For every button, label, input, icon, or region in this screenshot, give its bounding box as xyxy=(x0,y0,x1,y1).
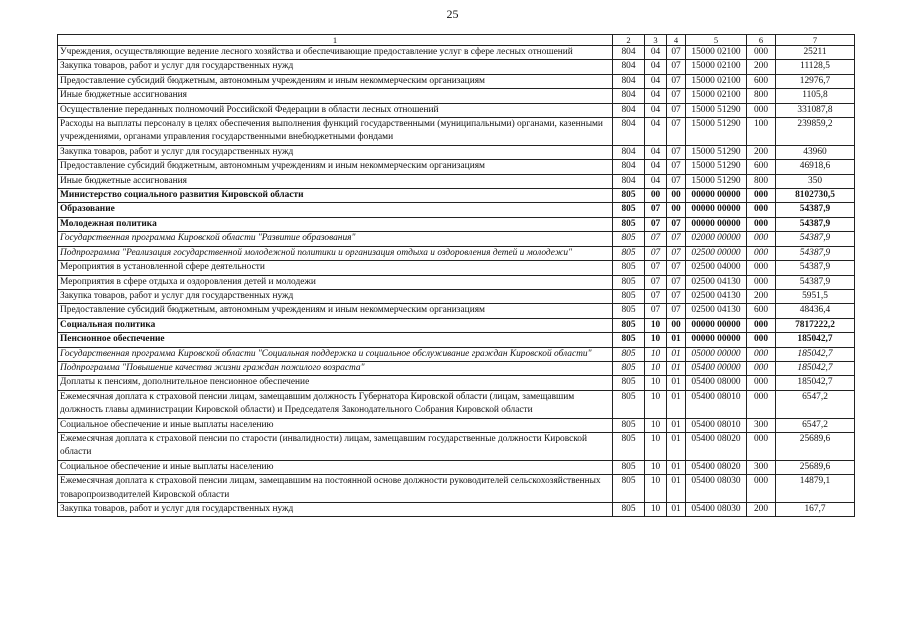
amount-cell: 46918,6 xyxy=(776,160,855,174)
amount-cell: 12976,7 xyxy=(776,74,855,88)
table-row xyxy=(58,361,855,375)
section-code-cell: 04 xyxy=(645,89,667,103)
table-row xyxy=(58,475,855,503)
row-name-cell: Мероприятия в сфере отдыха и оздоровления детей и молодежи xyxy=(58,275,613,289)
table-row xyxy=(58,432,855,460)
admin-code-cell: 805 xyxy=(613,390,645,418)
section-code-cell: 07 xyxy=(645,289,667,303)
table-row xyxy=(58,203,855,217)
section-code-cell: 04 xyxy=(645,46,667,60)
admin-code-cell: 805 xyxy=(613,361,645,375)
subsection-code-cell: 00 xyxy=(667,189,686,203)
expense-type-cell: 000 xyxy=(747,376,776,390)
row-name-cell: Предоставление субсидий бюджетным, автономным учреждениям и иным некоммерческим организациям xyxy=(58,304,613,318)
subsection-code-cell: 07 xyxy=(667,304,686,318)
subsection-code-cell: 01 xyxy=(667,475,686,503)
subsection-code-cell: 01 xyxy=(667,432,686,460)
subsection-code-cell: 07 xyxy=(667,103,686,117)
column-header: 5 xyxy=(686,35,747,46)
row-name-cell: Социальная политика xyxy=(58,318,613,332)
row-name-cell: Закупка товаров, работ и услуг для государственных нужд xyxy=(58,60,613,74)
expense-type-cell: 000 xyxy=(747,275,776,289)
row-name-cell: Иные бюджетные ассигнования xyxy=(58,89,613,103)
target-article-cell: 02500 00000 xyxy=(686,246,747,260)
admin-code-cell: 805 xyxy=(613,289,645,303)
target-article-cell: 15000 02100 xyxy=(686,89,747,103)
section-code-cell: 10 xyxy=(645,418,667,432)
row-name-cell: Подпрограмма "Повышение качества жизни граждан пожилого возраста" xyxy=(58,361,613,375)
admin-code-cell: 804 xyxy=(613,103,645,117)
subsection-code-cell: 01 xyxy=(667,418,686,432)
target-article-cell: 15000 51290 xyxy=(686,118,747,146)
target-article-cell: 15000 51290 xyxy=(686,145,747,159)
section-code-cell: 04 xyxy=(645,160,667,174)
admin-code-cell: 805 xyxy=(613,503,645,517)
expense-type-cell: 600 xyxy=(747,304,776,318)
table-row xyxy=(58,304,855,318)
admin-code-cell: 804 xyxy=(613,160,645,174)
subsection-code-cell: 07 xyxy=(667,160,686,174)
expense-type-cell: 600 xyxy=(747,74,776,88)
table-row xyxy=(58,174,855,188)
admin-code-cell: 804 xyxy=(613,74,645,88)
admin-code-cell: 805 xyxy=(613,304,645,318)
expense-type-cell: 200 xyxy=(747,145,776,159)
amount-cell: 54387,9 xyxy=(776,275,855,289)
target-article-cell: 15000 51290 xyxy=(686,103,747,117)
row-name-cell: Предоставление субсидий бюджетным, автономным учреждениям и иным некоммерческим организациям xyxy=(58,74,613,88)
expense-type-cell: 200 xyxy=(747,503,776,517)
amount-cell: 6547,2 xyxy=(776,390,855,418)
table-row xyxy=(58,89,855,103)
target-article-cell: 15000 02100 xyxy=(686,46,747,60)
expense-type-cell: 200 xyxy=(747,289,776,303)
subsection-code-cell: 07 xyxy=(667,145,686,159)
section-code-cell: 10 xyxy=(645,475,667,503)
target-article-cell: 00000 00000 xyxy=(686,203,747,217)
row-name-cell: Закупка товаров, работ и услуг для государственных нужд xyxy=(58,145,613,159)
amount-cell: 185042,7 xyxy=(776,347,855,361)
table-row xyxy=(58,460,855,474)
amount-cell: 54387,9 xyxy=(776,261,855,275)
target-article-cell: 02500 04130 xyxy=(686,289,747,303)
amount-cell: 43960 xyxy=(776,145,855,159)
row-name-cell: Социальное обеспечение и иные выплаты населению xyxy=(58,418,613,432)
amount-cell: 1105,8 xyxy=(776,89,855,103)
target-article-cell: 02500 04130 xyxy=(686,275,747,289)
table-row xyxy=(58,390,855,418)
column-header: 2 xyxy=(613,35,645,46)
section-code-cell: 07 xyxy=(645,275,667,289)
amount-cell: 14879,1 xyxy=(776,475,855,503)
section-code-cell: 10 xyxy=(645,390,667,418)
expense-type-cell: 000 xyxy=(747,361,776,375)
row-name-cell: Мероприятия в установленной сфере деятельности xyxy=(58,261,613,275)
admin-code-cell: 804 xyxy=(613,174,645,188)
expense-type-cell: 000 xyxy=(747,189,776,203)
subsection-code-cell: 07 xyxy=(667,46,686,60)
subsection-code-cell: 07 xyxy=(667,174,686,188)
section-code-cell: 07 xyxy=(645,203,667,217)
table-row xyxy=(58,376,855,390)
subsection-code-cell: 07 xyxy=(667,275,686,289)
section-code-cell: 10 xyxy=(645,333,667,347)
row-name-cell: Молодежная политика xyxy=(58,217,613,231)
section-code-cell: 07 xyxy=(645,246,667,260)
target-article-cell: 02500 04130 xyxy=(686,304,747,318)
expense-type-cell: 000 xyxy=(747,261,776,275)
admin-code-cell: 805 xyxy=(613,460,645,474)
amount-cell: 5951,5 xyxy=(776,289,855,303)
table-row xyxy=(58,118,855,146)
admin-code-cell: 804 xyxy=(613,89,645,103)
target-article-cell: 05400 08030 xyxy=(686,475,747,503)
section-code-cell: 10 xyxy=(645,503,667,517)
subsection-code-cell: 07 xyxy=(667,261,686,275)
table-row xyxy=(58,246,855,260)
row-name-cell: Ежемесячная доплата к страховой пенсии лицам, замещавшим на постоянной основе должности руководителей сельскохозяйственных товаропроизводителей Кировской области xyxy=(58,475,613,503)
row-name-cell: Образование xyxy=(58,203,613,217)
amount-cell: 350 xyxy=(776,174,855,188)
section-code-cell: 07 xyxy=(645,217,667,231)
section-code-cell: 04 xyxy=(645,145,667,159)
subsection-code-cell: 07 xyxy=(667,217,686,231)
amount-cell: 54387,9 xyxy=(776,217,855,231)
subsection-code-cell: 07 xyxy=(667,246,686,260)
target-article-cell: 00000 00000 xyxy=(686,217,747,231)
row-name-cell: Осуществление переданных полномочий Российской Федерации в области лесных отношений xyxy=(58,103,613,117)
subsection-code-cell: 07 xyxy=(667,232,686,246)
amount-cell: 239859,2 xyxy=(776,118,855,146)
subsection-code-cell: 07 xyxy=(667,60,686,74)
row-name-cell: Министерство социального развития Кировской области xyxy=(58,189,613,203)
subsection-code-cell: 01 xyxy=(667,390,686,418)
amount-cell: 54387,9 xyxy=(776,203,855,217)
admin-code-cell: 805 xyxy=(613,275,645,289)
subsection-code-cell: 00 xyxy=(667,203,686,217)
amount-cell: 54387,9 xyxy=(776,232,855,246)
admin-code-cell: 805 xyxy=(613,189,645,203)
column-header: 6 xyxy=(747,35,776,46)
amount-cell: 8102730,5 xyxy=(776,189,855,203)
section-code-cell: 00 xyxy=(645,189,667,203)
amount-cell: 25689,6 xyxy=(776,460,855,474)
target-article-cell: 05400 08010 xyxy=(686,390,747,418)
subsection-code-cell: 00 xyxy=(667,318,686,332)
row-name-cell: Государственная программа Кировской области "Развитие образования" xyxy=(58,232,613,246)
target-article-cell: 05400 08010 xyxy=(686,418,747,432)
admin-code-cell: 805 xyxy=(613,246,645,260)
expense-type-cell: 000 xyxy=(747,232,776,246)
admin-code-cell: 804 xyxy=(613,46,645,60)
amount-cell: 185042,7 xyxy=(776,376,855,390)
section-code-cell: 04 xyxy=(645,118,667,146)
target-article-cell: 15000 02100 xyxy=(686,60,747,74)
expense-type-cell: 000 xyxy=(747,333,776,347)
table-row xyxy=(58,503,855,517)
table-row xyxy=(58,74,855,88)
column-header: 7 xyxy=(776,35,855,46)
expense-type-cell: 000 xyxy=(747,390,776,418)
section-code-cell: 10 xyxy=(645,347,667,361)
expense-type-cell: 000 xyxy=(747,46,776,60)
subsection-code-cell: 01 xyxy=(667,347,686,361)
subsection-code-cell: 07 xyxy=(667,118,686,146)
amount-cell: 25211 xyxy=(776,46,855,60)
admin-code-cell: 805 xyxy=(613,261,645,275)
admin-code-cell: 804 xyxy=(613,60,645,74)
subsection-code-cell: 07 xyxy=(667,89,686,103)
amount-cell: 167,7 xyxy=(776,503,855,517)
section-code-cell: 10 xyxy=(645,318,667,332)
subsection-code-cell: 01 xyxy=(667,333,686,347)
row-name-cell: Социальное обеспечение и иные выплаты населению xyxy=(58,460,613,474)
admin-code-cell: 805 xyxy=(613,333,645,347)
table-row xyxy=(58,418,855,432)
admin-code-cell: 805 xyxy=(613,432,645,460)
row-name-cell: Пенсионное обеспечение xyxy=(58,333,613,347)
column-header: 4 xyxy=(667,35,686,46)
expense-type-cell: 000 xyxy=(747,246,776,260)
section-code-cell: 10 xyxy=(645,460,667,474)
table-row xyxy=(58,275,855,289)
admin-code-cell: 805 xyxy=(613,232,645,246)
admin-code-cell: 804 xyxy=(613,118,645,146)
amount-cell: 6547,2 xyxy=(776,418,855,432)
table-row xyxy=(58,318,855,332)
target-article-cell: 02000 00000 xyxy=(686,232,747,246)
expense-type-cell: 600 xyxy=(747,160,776,174)
table-row xyxy=(58,103,855,117)
subsection-code-cell: 07 xyxy=(667,74,686,88)
admin-code-cell: 805 xyxy=(613,475,645,503)
subsection-code-cell: 07 xyxy=(667,289,686,303)
subsection-code-cell: 01 xyxy=(667,376,686,390)
column-header: 3 xyxy=(645,35,667,46)
target-article-cell: 05400 08030 xyxy=(686,503,747,517)
admin-code-cell: 805 xyxy=(613,318,645,332)
target-article-cell: 00000 00000 xyxy=(686,333,747,347)
expense-type-cell: 300 xyxy=(747,460,776,474)
target-article-cell: 15000 51290 xyxy=(686,160,747,174)
table-row xyxy=(58,160,855,174)
row-name-cell: Доплаты к пенсиям, дополнительное пенсионное обеспечение xyxy=(58,376,613,390)
expense-type-cell: 000 xyxy=(747,432,776,460)
row-name-cell: Ежемесячная доплата к страховой пенсии по старости (инвалидности) лицам, замещавшим государственные должности Кировской области xyxy=(58,432,613,460)
expense-type-cell: 200 xyxy=(747,60,776,74)
table-row xyxy=(58,289,855,303)
table-body xyxy=(58,46,855,517)
table-row xyxy=(58,145,855,159)
expense-type-cell: 000 xyxy=(747,475,776,503)
table-row xyxy=(58,232,855,246)
section-code-cell: 07 xyxy=(645,232,667,246)
amount-cell: 7817222,2 xyxy=(776,318,855,332)
table-row xyxy=(58,333,855,347)
admin-code-cell: 805 xyxy=(613,376,645,390)
subsection-code-cell: 01 xyxy=(667,503,686,517)
expense-type-cell: 000 xyxy=(747,318,776,332)
admin-code-cell: 805 xyxy=(613,347,645,361)
subsection-code-cell: 01 xyxy=(667,460,686,474)
admin-code-cell: 805 xyxy=(613,203,645,217)
table-row xyxy=(58,347,855,361)
row-name-cell: Иные бюджетные ассигнования xyxy=(58,174,613,188)
expense-type-cell: 100 xyxy=(747,118,776,146)
target-article-cell: 05400 00000 xyxy=(686,361,747,375)
table-row xyxy=(58,46,855,60)
amount-cell: 331087,8 xyxy=(776,103,855,117)
row-name-cell: Государственная программа Кировской области "Социальная поддержка и социальное обслуживание граждан Кировской области" xyxy=(58,347,613,361)
admin-code-cell: 805 xyxy=(613,418,645,432)
row-name-cell: Подпрограмма "Реализация государственной молодежной политики и организация отдыха и оздоровления детей и молодежи" xyxy=(58,246,613,260)
header-row xyxy=(58,35,855,46)
admin-code-cell: 805 xyxy=(613,217,645,231)
subsection-code-cell: 01 xyxy=(667,361,686,375)
target-article-cell: 15000 02100 xyxy=(686,74,747,88)
amount-cell: 25689,6 xyxy=(776,432,855,460)
target-article-cell: 05400 08020 xyxy=(686,460,747,474)
expense-type-cell: 300 xyxy=(747,418,776,432)
expense-type-cell: 800 xyxy=(747,174,776,188)
expense-type-cell: 000 xyxy=(747,347,776,361)
row-name-cell: Предоставление субсидий бюджетным, автономным учреждениям и иным некоммерческим организациям xyxy=(58,160,613,174)
amount-cell: 185042,7 xyxy=(776,361,855,375)
table-row xyxy=(58,261,855,275)
amount-cell: 185042,7 xyxy=(776,333,855,347)
target-article-cell: 00000 00000 xyxy=(686,318,747,332)
amount-cell: 54387,9 xyxy=(776,246,855,260)
section-code-cell: 10 xyxy=(645,361,667,375)
table-row xyxy=(58,189,855,203)
target-article-cell: 05400 08020 xyxy=(686,432,747,460)
table-row xyxy=(58,60,855,74)
row-name-cell: Расходы на выплаты персоналу в целях обеспечения выполнения функций государственными (муниципальными) органами, казенными учреждениями, органами управления государственными внебюджетными фондами xyxy=(58,118,613,146)
section-code-cell: 04 xyxy=(645,74,667,88)
target-article-cell: 00000 00000 xyxy=(686,189,747,203)
row-name-cell: Учреждения, осуществляющие ведение лесного хозяйства и обеспечивающие предоставление услуг в сфере лесных отношений xyxy=(58,46,613,60)
budget-table xyxy=(57,34,855,517)
section-code-cell: 04 xyxy=(645,60,667,74)
section-code-cell: 07 xyxy=(645,304,667,318)
target-article-cell: 15000 51290 xyxy=(686,174,747,188)
page-number: 25 xyxy=(446,7,459,21)
section-code-cell: 04 xyxy=(645,174,667,188)
column-header: 1 xyxy=(58,35,613,46)
row-name-cell: Ежемесячная доплата к страховой пенсии лицам, замещавшим должность Губернатора Кировской области (лицам, замещавшим должность главы администрации Кировской области) и Председателя Законодательного Собрания Кировской области xyxy=(58,390,613,418)
expense-type-cell: 000 xyxy=(747,203,776,217)
amount-cell: 11128,5 xyxy=(776,60,855,74)
target-article-cell: 02500 04000 xyxy=(686,261,747,275)
expense-type-cell: 000 xyxy=(747,217,776,231)
target-article-cell: 05000 00000 xyxy=(686,347,747,361)
section-code-cell: 07 xyxy=(645,261,667,275)
row-name-cell: Закупка товаров, работ и услуг для государственных нужд xyxy=(58,289,613,303)
target-article-cell: 05400 08000 xyxy=(686,376,747,390)
table-row xyxy=(58,217,855,231)
expense-type-cell: 000 xyxy=(747,103,776,117)
admin-code-cell: 804 xyxy=(613,145,645,159)
section-code-cell: 10 xyxy=(645,376,667,390)
section-code-cell: 04 xyxy=(645,103,667,117)
section-code-cell: 10 xyxy=(645,432,667,460)
row-name-cell: Закупка товаров, работ и услуг для государственных нужд xyxy=(58,503,613,517)
amount-cell: 48436,4 xyxy=(776,304,855,318)
expense-type-cell: 800 xyxy=(747,89,776,103)
